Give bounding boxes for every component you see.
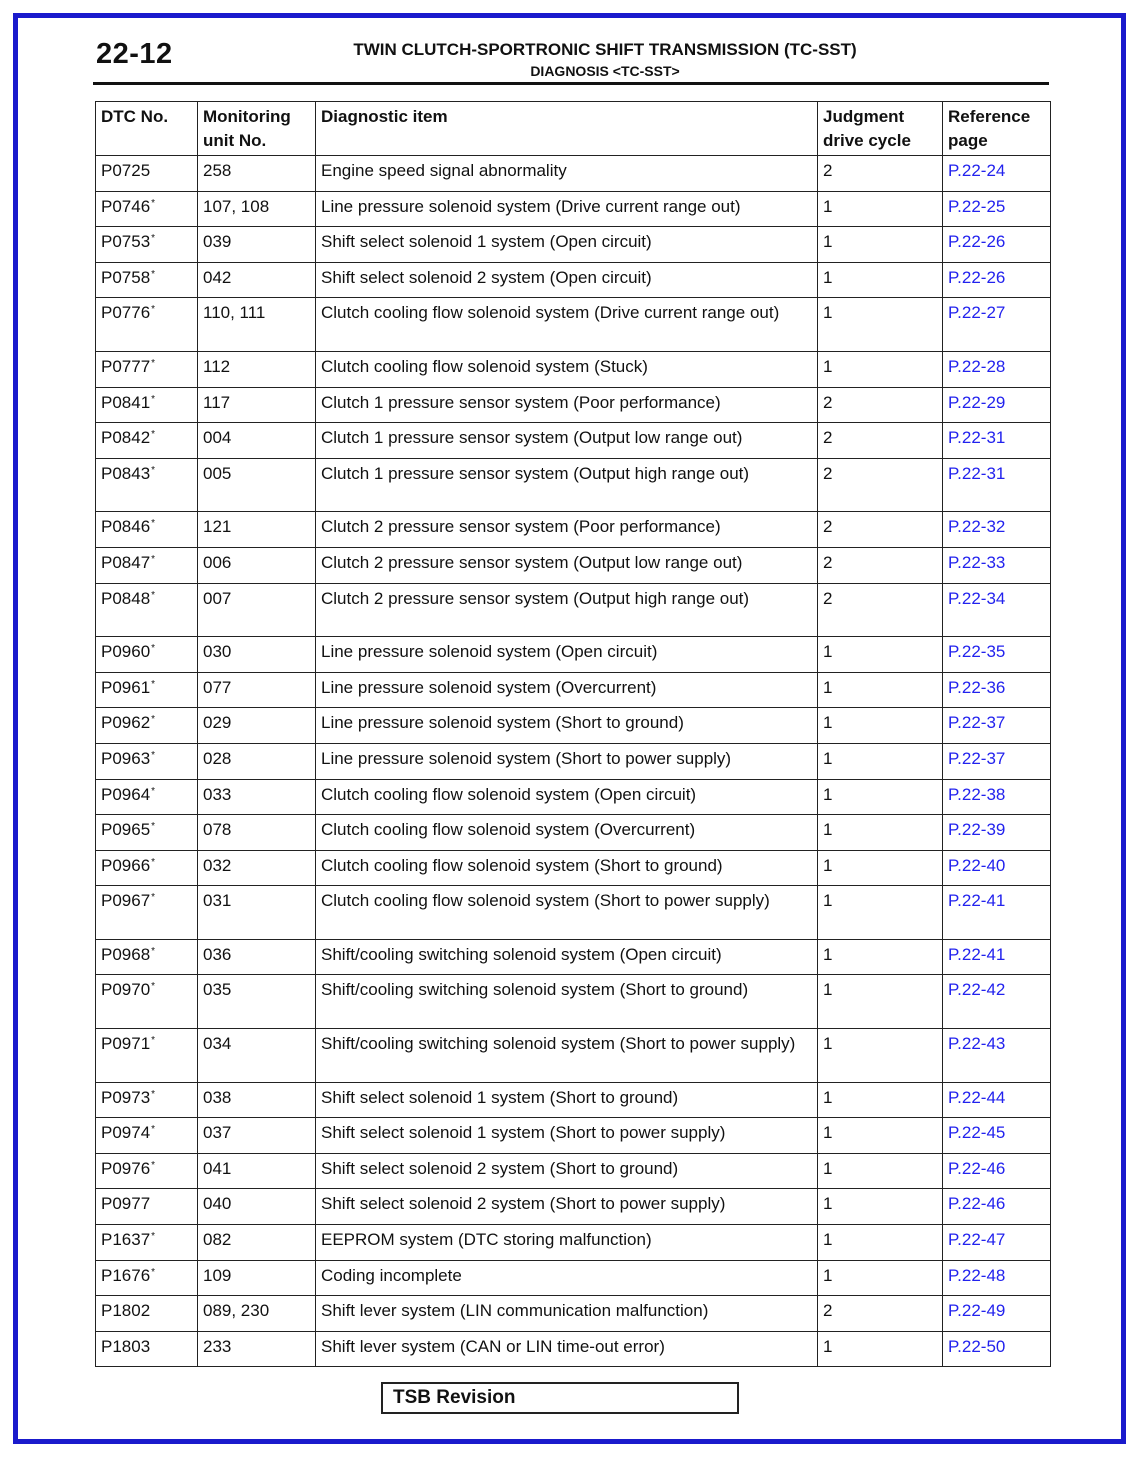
dtc-code: P1802 — [101, 1301, 151, 1321]
reference-page-link[interactable]: P.22-47 — [943, 1225, 1051, 1261]
reference-page-link[interactable]: P.22-31 — [943, 423, 1051, 459]
dtc-cell — [96, 939, 198, 975]
header-divider — [93, 82, 1049, 85]
diagnostic-item-cell: Clutch 1 pressure sensor system (Output high range out) — [316, 458, 818, 512]
col-header-judgment-cycle: Judgment drive cycle — [818, 102, 943, 156]
dtc-cell — [96, 708, 198, 744]
dtc-asterisk: * — [151, 233, 156, 245]
reference-page-link[interactable]: P.22-34 — [943, 583, 1051, 637]
table-header-row — [96, 102, 1051, 156]
judgment-cycle-cell: 1 — [818, 191, 943, 227]
table-row — [96, 1331, 1051, 1367]
dtc-code: P0753 — [101, 232, 151, 252]
monitoring-unit-cell: 039 — [198, 227, 316, 263]
table-row — [96, 351, 1051, 387]
monitoring-unit-cell: 034 — [198, 1029, 316, 1083]
monitoring-unit-cell: 035 — [198, 975, 316, 1029]
monitoring-unit-cell: 107, 108 — [198, 191, 316, 227]
table-row — [96, 743, 1051, 779]
dtc-asterisk: * — [151, 749, 156, 761]
judgment-cycle-cell: 2 — [818, 156, 943, 192]
diagnostic-item-cell: Line pressure solenoid system (Overcurrent) — [316, 672, 818, 708]
dtc-code: P0776 — [101, 303, 151, 323]
dtc-cell — [96, 743, 198, 779]
dtc-code: P0961 — [101, 677, 151, 697]
col-header-monitoring-unit: Monitoring unit No. — [198, 102, 316, 156]
diagnostic-item-cell: Shift select solenoid 1 system (Short to power supply) — [316, 1118, 818, 1154]
reference-page-link[interactable]: P.22-44 — [943, 1082, 1051, 1118]
monitoring-unit-cell: 110, 111 — [198, 298, 316, 352]
judgment-cycle-cell: 1 — [818, 262, 943, 298]
table-row — [96, 298, 1051, 352]
dtc-asterisk: * — [151, 945, 156, 957]
reference-page-link[interactable]: P.22-31 — [943, 458, 1051, 512]
table-row — [96, 672, 1051, 708]
table-row — [96, 1029, 1051, 1083]
table-row — [96, 583, 1051, 637]
table-row — [96, 227, 1051, 263]
dtc-asterisk: * — [151, 1231, 156, 1243]
table-row — [96, 815, 1051, 851]
monitoring-unit-cell: 033 — [198, 779, 316, 815]
monitoring-unit-cell: 041 — [198, 1153, 316, 1189]
reference-page-link[interactable]: P.22-41 — [943, 886, 1051, 940]
reference-page-link[interactable]: P.22-36 — [943, 672, 1051, 708]
col-header-dtc: DTC No. — [96, 102, 198, 156]
judgment-cycle-cell: 2 — [818, 387, 943, 423]
dtc-cell — [96, 850, 198, 886]
page-number: 22-12 — [96, 38, 173, 70]
dtc-asterisk: * — [151, 714, 156, 726]
judgment-cycle-cell: 2 — [818, 1296, 943, 1332]
dtc-code: P0968 — [101, 944, 151, 964]
reference-page-link[interactable]: P.22-39 — [943, 815, 1051, 851]
dtc-asterisk: * — [151, 1035, 156, 1047]
dtc-asterisk: * — [151, 357, 156, 369]
dtc-code: P0725 — [101, 161, 151, 180]
monitoring-unit-cell: 258 — [198, 156, 316, 192]
col-header-diagnostic-item: Diagnostic item — [316, 102, 818, 156]
table-row — [96, 1296, 1051, 1332]
diagnostic-item-cell: Line pressure solenoid system (Drive current range out) — [316, 191, 818, 227]
judgment-cycle-cell: 1 — [818, 351, 943, 387]
dtc-cell — [96, 191, 198, 227]
diagnostic-item-cell: Clutch cooling flow solenoid system (Short to power supply) — [316, 886, 818, 940]
judgment-cycle-cell: 2 — [818, 458, 943, 512]
monitoring-unit-cell: 040 — [198, 1189, 316, 1225]
reference-page-link[interactable]: P.22-32 — [943, 512, 1051, 548]
dtc-cell — [96, 1082, 198, 1118]
dtc-cell — [96, 351, 198, 387]
diagnostic-item-cell: Clutch cooling flow solenoid system (Short to ground) — [316, 850, 818, 886]
table-row — [96, 886, 1051, 940]
table-row — [96, 156, 1051, 192]
judgment-cycle-cell: 1 — [818, 886, 943, 940]
dtc-cell — [96, 387, 198, 423]
diagnostic-item-cell: Shift select solenoid 1 system (Short to ground) — [316, 1082, 818, 1118]
dtc-asterisk: * — [151, 1088, 156, 1100]
judgment-cycle-cell: 1 — [818, 1153, 943, 1189]
tsb-revision-box: TSB Revision — [381, 1382, 739, 1414]
judgment-cycle-cell: 2 — [818, 512, 943, 548]
diagnostic-item-cell: Shift lever system (CAN or LIN time-out error) — [316, 1331, 818, 1367]
dtc-cell — [96, 156, 198, 192]
dtc-asterisk: * — [151, 268, 156, 280]
diagnostic-item-cell: Shift/cooling switching solenoid system (Short to ground) — [316, 975, 818, 1029]
table-row — [96, 458, 1051, 512]
monitoring-unit-cell: 036 — [198, 939, 316, 975]
dtc-asterisk: * — [151, 892, 156, 904]
dtc-asterisk: * — [151, 981, 156, 993]
judgment-cycle-cell: 1 — [818, 850, 943, 886]
reference-page-link[interactable]: P.22-26 — [943, 227, 1051, 263]
diagnostic-item-cell: Line pressure solenoid system (Short to ground) — [316, 708, 818, 744]
reference-page-link[interactable]: P.22-37 — [943, 708, 1051, 744]
table-body — [96, 156, 1051, 1367]
table-row — [96, 708, 1051, 744]
monitoring-unit-cell: 028 — [198, 743, 316, 779]
reference-page-link[interactable]: P.22-46 — [943, 1189, 1051, 1225]
reference-page-link[interactable]: P.22-42 — [943, 975, 1051, 1029]
dtc-code: P0777 — [101, 356, 151, 376]
monitoring-unit-cell: 042 — [198, 262, 316, 298]
judgment-cycle-cell: 1 — [818, 708, 943, 744]
monitoring-unit-cell: 077 — [198, 672, 316, 708]
diagnostic-item-cell: Line pressure solenoid system (Open circuit) — [316, 637, 818, 673]
table-row — [96, 779, 1051, 815]
judgment-cycle-cell: 1 — [818, 637, 943, 673]
judgment-cycle-cell: 1 — [818, 975, 943, 1029]
dtc-cell — [96, 227, 198, 263]
monitoring-unit-cell: 117 — [198, 387, 316, 423]
judgment-cycle-cell: 1 — [818, 1260, 943, 1296]
diagnostic-item-cell: Clutch cooling flow solenoid system (Drive current range out) — [316, 298, 818, 352]
dtc-code: P0971 — [101, 1034, 151, 1054]
table-row — [96, 191, 1051, 227]
dtc-asterisk: * — [151, 1159, 156, 1171]
dtc-code: P0846 — [101, 517, 151, 537]
dtc-code: P0966 — [101, 855, 151, 875]
monitoring-unit-cell: 121 — [198, 512, 316, 548]
dtc-cell — [96, 1296, 198, 1332]
dtc-code: P0758 — [101, 267, 151, 287]
judgment-cycle-cell: 2 — [818, 583, 943, 637]
judgment-cycle-cell: 1 — [818, 1118, 943, 1154]
table-row — [96, 387, 1051, 423]
diagnostic-item-cell: Clutch cooling flow solenoid system (Overcurrent) — [316, 815, 818, 851]
monitoring-unit-cell: 082 — [198, 1225, 316, 1261]
dtc-cell — [96, 262, 198, 298]
dtc-code: P0848 — [101, 588, 151, 608]
dtc-code: P0967 — [101, 891, 151, 911]
judgment-cycle-cell: 1 — [818, 779, 943, 815]
diagnostic-item-cell: Shift select solenoid 2 system (Short to ground) — [316, 1153, 818, 1189]
judgment-cycle-cell: 1 — [818, 298, 943, 352]
dtc-cell — [96, 1153, 198, 1189]
table-row — [96, 939, 1051, 975]
judgment-cycle-cell: 1 — [818, 1331, 943, 1367]
reference-page-link[interactable]: P.22-38 — [943, 779, 1051, 815]
monitoring-unit-cell: 078 — [198, 815, 316, 851]
monitoring-unit-cell: 089, 230 — [198, 1296, 316, 1332]
dtc-code: P0977 — [101, 1194, 151, 1214]
dtc-code: P0973 — [101, 1087, 151, 1107]
reference-page-link[interactable]: P.22-27 — [943, 298, 1051, 352]
dtc-asterisk: * — [151, 785, 156, 797]
reference-page-link[interactable]: P.22-43 — [943, 1029, 1051, 1083]
dtc-code: P0964 — [101, 784, 151, 804]
dtc-code: P0960 — [101, 642, 151, 662]
dtc-asterisk: * — [151, 304, 156, 316]
dtc-code: P0847 — [101, 552, 151, 572]
reference-page-link[interactable]: P.22-33 — [943, 547, 1051, 583]
diagnostic-item-cell: Clutch cooling flow solenoid system (Open circuit) — [316, 779, 818, 815]
monitoring-unit-cell: 004 — [198, 423, 316, 459]
dtc-asterisk: * — [151, 393, 156, 405]
dtc-asterisk: * — [151, 1266, 156, 1278]
reference-page-link[interactable]: P.22-45 — [943, 1118, 1051, 1154]
judgment-cycle-cell: 1 — [818, 227, 943, 263]
judgment-cycle-cell: 1 — [818, 1189, 943, 1225]
table-row — [96, 1153, 1051, 1189]
dtc-code: P1637 — [101, 1230, 151, 1250]
col-header-reference-page: Reference page — [943, 102, 1051, 156]
dtc-cell — [96, 458, 198, 512]
diagnostic-item-cell: Shift select solenoid 2 system (Open circuit) — [316, 262, 818, 298]
reference-page-link[interactable]: P.22-48 — [943, 1260, 1051, 1296]
dtc-cell — [96, 423, 198, 459]
table-row — [96, 1225, 1051, 1261]
diagnostic-item-cell: Engine speed signal abnormality — [316, 156, 818, 192]
dtc-asterisk: * — [151, 518, 156, 530]
monitoring-unit-cell: 007 — [198, 583, 316, 637]
dtc-code: P0976 — [101, 1158, 151, 1178]
judgment-cycle-cell: 2 — [818, 547, 943, 583]
dtc-table — [95, 101, 1051, 1367]
judgment-cycle-cell: 1 — [818, 1082, 943, 1118]
judgment-cycle-cell: 1 — [818, 1225, 943, 1261]
dtc-code: P1803 — [101, 1336, 151, 1356]
monitoring-unit-cell: 005 — [198, 458, 316, 512]
dtc-code: P0974 — [101, 1123, 151, 1143]
monitoring-unit-cell: 032 — [198, 850, 316, 886]
table-row — [96, 262, 1051, 298]
diagnostic-item-cell: Clutch 2 pressure sensor system (Output high range out) — [316, 583, 818, 637]
judgment-cycle-cell: 1 — [818, 672, 943, 708]
reference-page-link[interactable]: P.22-35 — [943, 637, 1051, 673]
reference-page-link[interactable]: P.22-25 — [943, 191, 1051, 227]
judgment-cycle-cell: 1 — [818, 1029, 943, 1083]
dtc-cell — [96, 1029, 198, 1083]
monitoring-unit-cell: 030 — [198, 637, 316, 673]
diagnostic-item-cell: Clutch 2 pressure sensor system (Output low range out) — [316, 547, 818, 583]
diagnostic-item-cell: Clutch 1 pressure sensor system (Poor performance) — [316, 387, 818, 423]
table-row — [96, 1189, 1051, 1225]
dtc-cell — [96, 1118, 198, 1154]
diagnostic-item-cell: Line pressure solenoid system (Short to power supply) — [316, 743, 818, 779]
dtc-cell — [96, 1260, 198, 1296]
reference-page-link[interactable]: P.22-50 — [943, 1331, 1051, 1367]
dtc-cell — [96, 637, 198, 673]
reference-page-link[interactable]: P.22-46 — [943, 1153, 1051, 1189]
judgment-cycle-cell: 2 — [818, 423, 943, 459]
dtc-code: P0746 — [101, 196, 151, 216]
table-row — [96, 423, 1051, 459]
diagnostic-item-cell: Shift lever system (LIN communication malfunction) — [316, 1296, 818, 1332]
dtc-code: P0970 — [101, 980, 151, 1000]
dtc-cell — [96, 547, 198, 583]
judgment-cycle-cell: 1 — [818, 743, 943, 779]
dtc-cell — [96, 672, 198, 708]
dtc-asterisk: * — [151, 589, 156, 601]
dtc-asterisk: * — [151, 678, 156, 690]
page-title: TWIN CLUTCH-SPORTRONIC SHIFT TRANSMISSION (TC-SST) — [353, 40, 857, 59]
page-subtitle: DIAGNOSIS <TC-SST> — [530, 63, 680, 79]
monitoring-unit-cell: 006 — [198, 547, 316, 583]
monitoring-unit-cell: 031 — [198, 886, 316, 940]
monitoring-unit-cell: 233 — [198, 1331, 316, 1367]
dtc-asterisk: * — [151, 856, 156, 868]
table-row — [96, 975, 1051, 1029]
monitoring-unit-cell: 037 — [198, 1118, 316, 1154]
dtc-cell — [96, 975, 198, 1029]
dtc-code: P0962 — [101, 713, 151, 733]
diagnostic-item-cell: EEPROM system (DTC storing malfunction) — [316, 1225, 818, 1261]
dtc-cell — [96, 512, 198, 548]
dtc-cell — [96, 583, 198, 637]
dtc-asterisk: * — [151, 643, 156, 655]
dtc-cell — [96, 1189, 198, 1225]
dtc-code: P0965 — [101, 820, 151, 840]
dtc-cell — [96, 815, 198, 851]
dtc-cell — [96, 886, 198, 940]
judgment-cycle-cell: 1 — [818, 815, 943, 851]
dtc-cell — [96, 779, 198, 815]
diagnostic-item-cell: Shift/cooling switching solenoid system (Short to power supply) — [316, 1029, 818, 1083]
reference-page-link[interactable]: P.22-40 — [943, 850, 1051, 886]
dtc-asterisk: * — [151, 553, 156, 565]
dtc-cell — [96, 298, 198, 352]
diagnostic-item-cell: Coding incomplete — [316, 1260, 818, 1296]
reference-page-link[interactable]: P.22-49 — [943, 1296, 1051, 1332]
reference-page-link[interactable]: P.22-29 — [943, 387, 1051, 423]
dtc-cell — [96, 1331, 198, 1367]
reference-page-link[interactable]: P.22-41 — [943, 939, 1051, 975]
reference-page-link[interactable]: P.22-37 — [943, 743, 1051, 779]
dtc-asterisk: * — [151, 821, 156, 833]
dtc-cell — [96, 1225, 198, 1261]
monitoring-unit-cell: 038 — [198, 1082, 316, 1118]
dtc-asterisk: * — [151, 197, 156, 209]
diagnostic-item-cell: Shift select solenoid 1 system (Open circuit) — [316, 227, 818, 263]
table-row — [96, 637, 1051, 673]
reference-page-link[interactable]: P.22-28 — [943, 351, 1051, 387]
dtc-asterisk: * — [151, 464, 156, 476]
dtc-asterisk: * — [151, 429, 156, 441]
dtc-code: P0841 — [101, 392, 151, 412]
dtc-code: P0963 — [101, 748, 151, 768]
table-row — [96, 1118, 1051, 1154]
judgment-cycle-cell: 1 — [818, 939, 943, 975]
diagnostic-item-cell: Shift select solenoid 2 system (Short to power supply) — [316, 1189, 818, 1225]
table-row — [96, 1260, 1051, 1296]
monitoring-unit-cell: 029 — [198, 708, 316, 744]
dtc-code: P0842 — [101, 428, 151, 448]
diagnostic-item-cell: Clutch 2 pressure sensor system (Poor performance) — [316, 512, 818, 548]
table-row — [96, 512, 1051, 548]
table-row — [96, 1082, 1051, 1118]
monitoring-unit-cell: 112 — [198, 351, 316, 387]
reference-page-link[interactable]: P.22-24 — [943, 156, 1051, 192]
dtc-asterisk: * — [151, 1124, 156, 1136]
diagnostic-item-cell: Shift/cooling switching solenoid system (Open circuit) — [316, 939, 818, 975]
table-row — [96, 850, 1051, 886]
diagnostic-item-cell: Clutch 1 pressure sensor system (Output low range out) — [316, 423, 818, 459]
dtc-code: P1676 — [101, 1265, 151, 1285]
table-row — [96, 547, 1051, 583]
monitoring-unit-cell: 109 — [198, 1260, 316, 1296]
dtc-code: P0843 — [101, 463, 151, 483]
diagnostic-item-cell: Clutch cooling flow solenoid system (Stuck) — [316, 351, 818, 387]
reference-page-link[interactable]: P.22-26 — [943, 262, 1051, 298]
